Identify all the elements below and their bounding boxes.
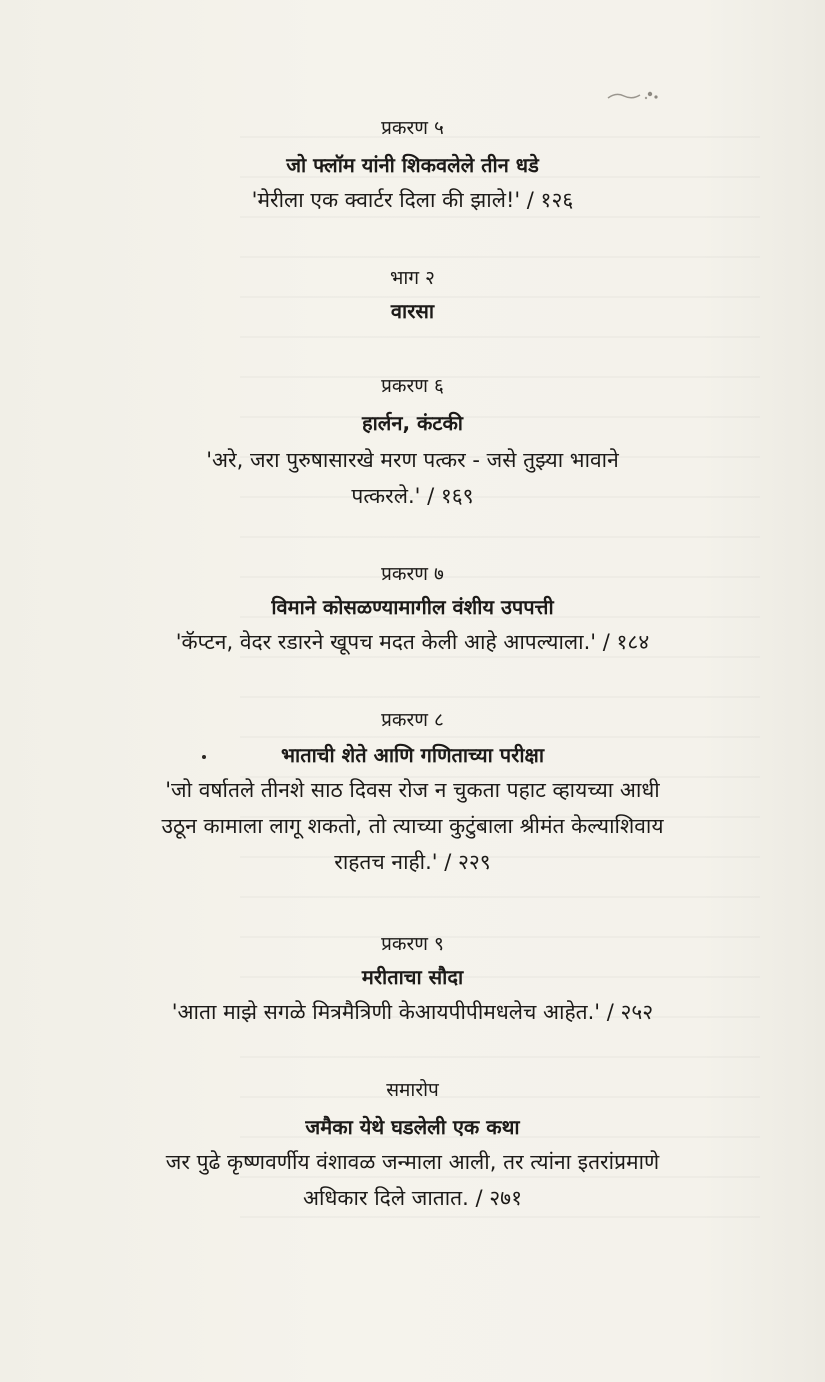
chapter-quote-line: 'जो वर्षातले तीनशे साठ दिवस रोज न चुकता पहाट व्हायच्या आधी bbox=[165, 778, 660, 802]
chapter-label: समारोप bbox=[386, 1079, 439, 1101]
chapter-label: प्रकरण ७ bbox=[381, 563, 444, 585]
ink-smudge bbox=[606, 88, 666, 102]
chapter-label: प्रकरण ५ bbox=[381, 117, 444, 139]
chapter-quote-line: अधिकार दिले जातात. / २७१ bbox=[303, 1186, 522, 1210]
chapter-title: जो फ्लॉम यांनी शिकवलेले तीन धडे bbox=[286, 153, 539, 177]
chapter-label: प्रकरण ६ bbox=[381, 375, 444, 397]
chapter-quote-line: पत्करले.' / १६९ bbox=[351, 484, 474, 508]
chapter-label: प्रकरण ९ bbox=[381, 933, 444, 955]
chapter-title: भाताची शेते आणि गणिताच्या परीक्षा bbox=[280, 743, 545, 767]
stray-ink-dot bbox=[202, 755, 206, 759]
chapter-5-section bbox=[0, 116, 825, 218]
chapter-quote-line: 'कॅप्टन, वेदर रडारने खूपच मदत केली आहे आपल्याला.' / १८४ bbox=[175, 630, 650, 654]
chapter-8-section bbox=[0, 708, 825, 880]
epilogue-section bbox=[0, 1078, 825, 1216]
part-label: भाग २ bbox=[390, 267, 435, 289]
chapter-title: मरीताचा सौदा bbox=[361, 965, 464, 989]
chapter-title: विमाने कोसळण्यामागील वंशीय उपपत्ती bbox=[271, 595, 554, 619]
chapter-title: जमैका येथे घडलेली एक कथा bbox=[305, 1115, 520, 1139]
chapter-title: हार्लन, कंटकी bbox=[361, 411, 463, 435]
chapter-label: प्रकरण ८ bbox=[381, 709, 444, 731]
chapter-6-section bbox=[0, 374, 825, 514]
chapter-quote-line: 'आता माझे सगळे मित्रमैत्रिणी केआयपीपीमधलेच आहेत.' / २५२ bbox=[171, 1000, 654, 1024]
chapter-quote-line: उठून कामाला लागू शकतो, तो त्याच्या कुटुंबाला श्रीमंत केल्याशिवाय bbox=[161, 814, 664, 838]
chapter-quote-line: जर पुढे कृष्णवर्णीय वंशावळ जन्माला आली, तर त्यांना इतरांप्रमाणे bbox=[165, 1150, 660, 1174]
part-2-section bbox=[0, 266, 825, 324]
chapter-quote-line: राहतच नाही.' / २२९ bbox=[334, 850, 491, 874]
part-title: वारसा bbox=[390, 299, 435, 323]
chapter-quote-line: 'अरे, जरा पुरुषासारखे मरण पत्कर - जसे तुझ्या भावाने bbox=[206, 448, 619, 472]
chapter-9-section bbox=[0, 932, 825, 1030]
chapter-7-section bbox=[0, 562, 825, 660]
chapter-quote-line: 'मेरीला एक क्वार्टर दिला की झाले!' / १२६ bbox=[251, 188, 574, 212]
